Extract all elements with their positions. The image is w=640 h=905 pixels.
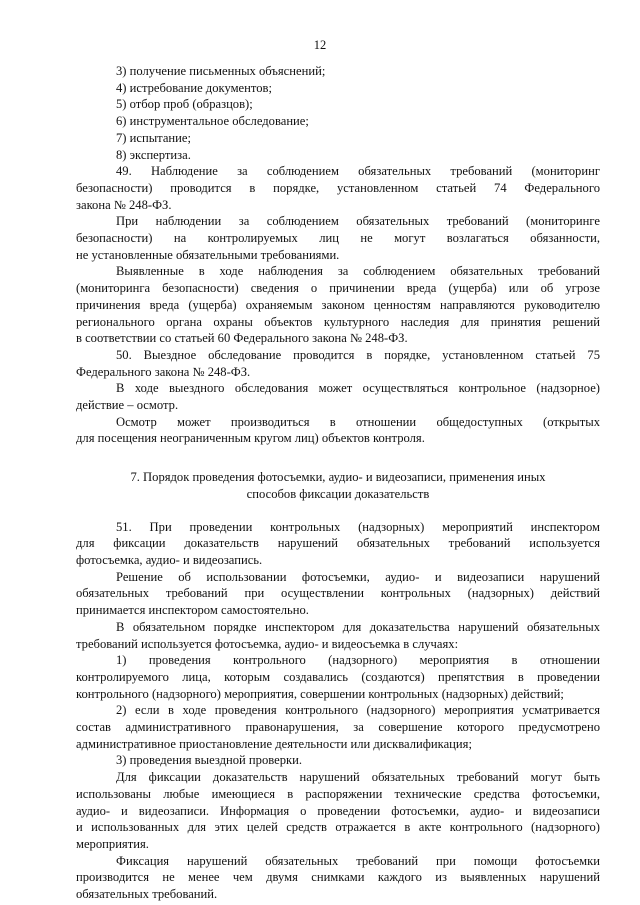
paragraph-line: При наблюдении за соблюдением обязательных требований (мониторинге xyxy=(116,214,600,229)
list-item: 4) истребование документов; xyxy=(116,80,272,95)
paragraph-line: и использованных для этих целей средств отражается в акте контрольного (надзорного) xyxy=(76,820,600,835)
document-body xyxy=(76,63,600,903)
paragraph-line: мероприятия. xyxy=(76,836,149,851)
paragraph-line: производится не менее чем двумя снимками каждого из выявленных нарушений xyxy=(76,870,600,885)
paragraph-line: безопасности) проводится в порядке, установленном статьей 74 Федерального xyxy=(76,180,600,195)
section-spacer xyxy=(76,447,600,469)
paragraph-line: для фиксации доказательств нарушений обязательных требований используется xyxy=(76,536,600,551)
paragraph-line: в соответствии со статьей 60 Федерального закона № 248-ФЗ. xyxy=(76,331,408,346)
paragraph-line: требований используется фотосъемка, аудио- и видеосъемка в случаях: xyxy=(76,636,459,651)
paragraph-line: Осмотр может производиться в отношении общедоступных (открытых xyxy=(116,414,600,429)
paragraph-51-case-2 xyxy=(76,702,600,752)
paragraph-line: контрольного (надзорного) мероприятия, совершении контрольных (надзорных) действий; xyxy=(76,686,564,701)
paragraph-51-technical-means xyxy=(76,769,600,853)
paragraph-line: принимается инспектором самостоятельно. xyxy=(76,603,309,618)
paragraph-49-findings xyxy=(76,263,600,347)
list-item: 8) экспертиза. xyxy=(116,147,191,162)
paragraph-line: административное приостановление деятельности или дисквалификация; xyxy=(76,736,472,751)
paragraph-line: обязательных требований при осуществлении контрольных (надзорных) действий xyxy=(76,586,600,601)
paragraph-line: Выявленные в ходе наблюдения за соблюдением обязательных требований xyxy=(116,264,600,279)
paragraph-line: В ходе выездного обследования может осуществляться контрольное (надзорное) xyxy=(116,381,600,396)
paragraph-49-monitoring-duties xyxy=(76,213,600,263)
paragraph-line: обязательных требований. xyxy=(76,887,218,902)
paragraph-51-case-1 xyxy=(76,652,600,702)
paragraph-51-photo-fixation xyxy=(76,853,600,903)
paragraph-line: (мониторинга безопасности) сведения о причинении вреда (ущерба) или об угрозе xyxy=(76,281,600,296)
paragraph-line: Фиксация нарушений обязательных требований при помощи фотосъемки xyxy=(116,853,600,868)
list-item: 7) испытание; xyxy=(116,130,191,145)
inspection-actions-list xyxy=(76,63,600,163)
paragraph-51-decision xyxy=(76,569,600,619)
paragraph-line: причинения вреда (ущерба) охраняемым законом ценностям направляются руководителю xyxy=(76,297,600,312)
list-item: 3) получение письменных объяснений; xyxy=(116,64,326,78)
paragraph-line: состав административного правонарушения, за совершение которого предусмотрено xyxy=(76,720,600,735)
paragraph-50 xyxy=(76,347,600,380)
list-item: 5) отбор проб (образцов); xyxy=(116,97,253,112)
section-spacer xyxy=(76,503,600,519)
paragraph-line: контролируемого лица, которым создавались (создаются) препятствия в проведении xyxy=(76,669,600,684)
paragraph-line: аудио- и видеозаписи. Информация о проведении фотосъемки, аудио- и видеозаписи xyxy=(76,803,600,818)
paragraph-line: 51. При проведении контрольных (надзорных) мероприятий инспектором xyxy=(116,519,600,534)
paragraph-line: 49. Наблюдение за соблюдением обязательных требований (мониторинг xyxy=(116,164,600,179)
paragraph-line: 2) если в ходе проведения контрольного (надзорного) мероприятия усматривается xyxy=(116,703,600,718)
section-7-heading xyxy=(76,469,600,502)
paragraph-line: использованы любые имеющиеся в распоряжении технические средства фотосъемки, xyxy=(76,786,600,801)
list-item: 6) инструментальное обследование; xyxy=(116,114,309,129)
paragraph-51 xyxy=(76,519,600,569)
section-title-line: 7. Порядок проведения фотосъемки, аудио- и видеозаписи, применения иных xyxy=(130,470,546,485)
paragraph-line: 50. Выездное обследование проводится в порядке, установленном статьей 75 xyxy=(116,347,600,362)
paragraph-line: фотосъемка, аудио- и видеозапись. xyxy=(76,552,263,567)
paragraph-line: для посещения неограниченным кругом лиц) объектов контроля. xyxy=(76,431,425,446)
paragraph-line: Федерального закона № 248-ФЗ. xyxy=(76,364,251,379)
paragraph-line: безопасности) на контролируемых лиц не могут возлагаться обязанности, xyxy=(76,231,600,246)
section-title-line: способов фиксации доказательств xyxy=(246,486,430,501)
paragraph-line: В обязательном порядке инспектором для доказательства нарушений обязательных xyxy=(116,619,600,634)
paragraph-line: регионального органа охраны объектов культурного наследия для принятия решений xyxy=(76,314,600,329)
paragraph-50-inspection xyxy=(76,380,600,413)
paragraph-51-mandatory xyxy=(76,619,600,652)
paragraph-50-examination xyxy=(76,414,600,447)
paragraph-51-case-3 xyxy=(76,752,600,769)
page-number: 12 xyxy=(313,38,327,52)
paragraph-line: 3) проведения выездной проверки. xyxy=(116,753,303,768)
paragraph-line: 1) проведения контрольного (надзорного) мероприятия в отношении xyxy=(116,653,600,668)
paragraph-line: действие – осмотр. xyxy=(76,398,179,413)
paragraph-49 xyxy=(76,163,600,213)
paragraph-line: не установленные обязательными требованиями. xyxy=(76,247,340,262)
paragraph-line: закона № 248-ФЗ. xyxy=(76,197,172,212)
paragraph-line: Для фиксации доказательств нарушений обязательных требований могут быть xyxy=(116,770,600,785)
paragraph-line: Решение об использовании фотосъемки, аудио- и видеозаписи нарушений xyxy=(116,569,600,584)
